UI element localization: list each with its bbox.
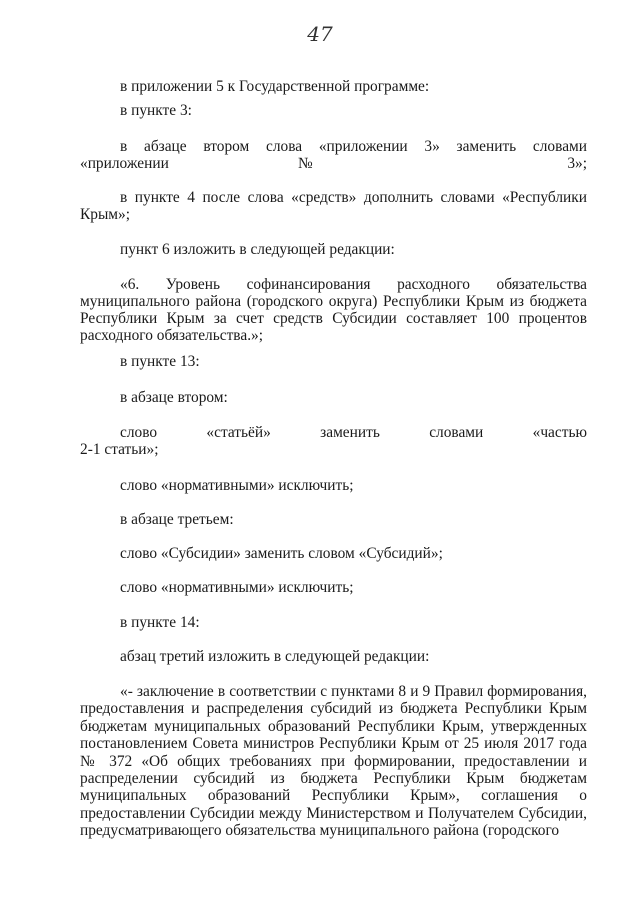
page-number: 47 [307,22,333,46]
word: «статьёй» [206,424,271,441]
paragraph-item-3: в пункте 3: [120,102,192,119]
paragraph-third-abzac: в абзаце третьем: [120,511,234,528]
paragraph-abzac-3-intro: абзац третий изложить в следующей редакции: [120,648,430,665]
paragraph-item-14: в пункте 14: [120,614,200,631]
paragraph-exclude-normative-1: слово «нормативными» исключить; [120,477,354,494]
word: слово [120,424,158,441]
paragraph-appendix-5: в приложении 5 к Государственной программе: [120,78,430,95]
paragraph-item-6-intro: пункт 6 изложить в следующей редакции: [120,241,395,258]
spread-line [80,424,587,441]
word: «частью [532,424,587,441]
paragraph-exclude-normative-2: слово «нормативными» исключить; [120,579,354,596]
paragraph-item-3-paragraph-2: в абзаце втором слова «приложении 3» заменить словами «приложении № 3»; [80,138,587,172]
word: словами [429,424,484,441]
paragraph-conclusion-text: «- заключение в соответствии с пунктами 8 и 9 Правил формирования, предоставления и распределения субсидий из бюджета Республики Крым бюджетам муниципальных образований Республики Крым, утвержденных постановлением Совета министров Республики Крым от 25 июля 2017 года № 372 «Об общих требованиях при формировании, предоставлении и распределении субсидий из бюджета Республики Крым бюджетам муниципальных образований Республики Крым», соглашения о предоставлении Субсидии между Министерством и Получателем Субсидии, предусматривающего обязательства муниципального района (городского [80,683,587,840]
paragraph-item-4: в пункте 4 после слова «средств» дополнить словами «Республики Крым»; [80,189,587,223]
word: заменить [320,424,380,441]
continuation-line: 2-1 статьи»; [80,441,159,458]
paragraph-second-abzac: в абзаце втором: [120,389,228,406]
paragraph-item-13: в пункте 13: [120,353,200,370]
paragraph-item-6-text: «6. Уровень софинансирования расходного обязательства муниципального района (городского округа) Республики Крым из бюджета Республики Крым за счет средств Субсидии составляет 100 процентов расходного обязательства.»; [80,276,587,344]
paragraph-word-replacement [80,424,587,458]
paragraph-subsidy-replace: слово «Субсидии» заменить словом «Субсидий»; [120,545,443,562]
